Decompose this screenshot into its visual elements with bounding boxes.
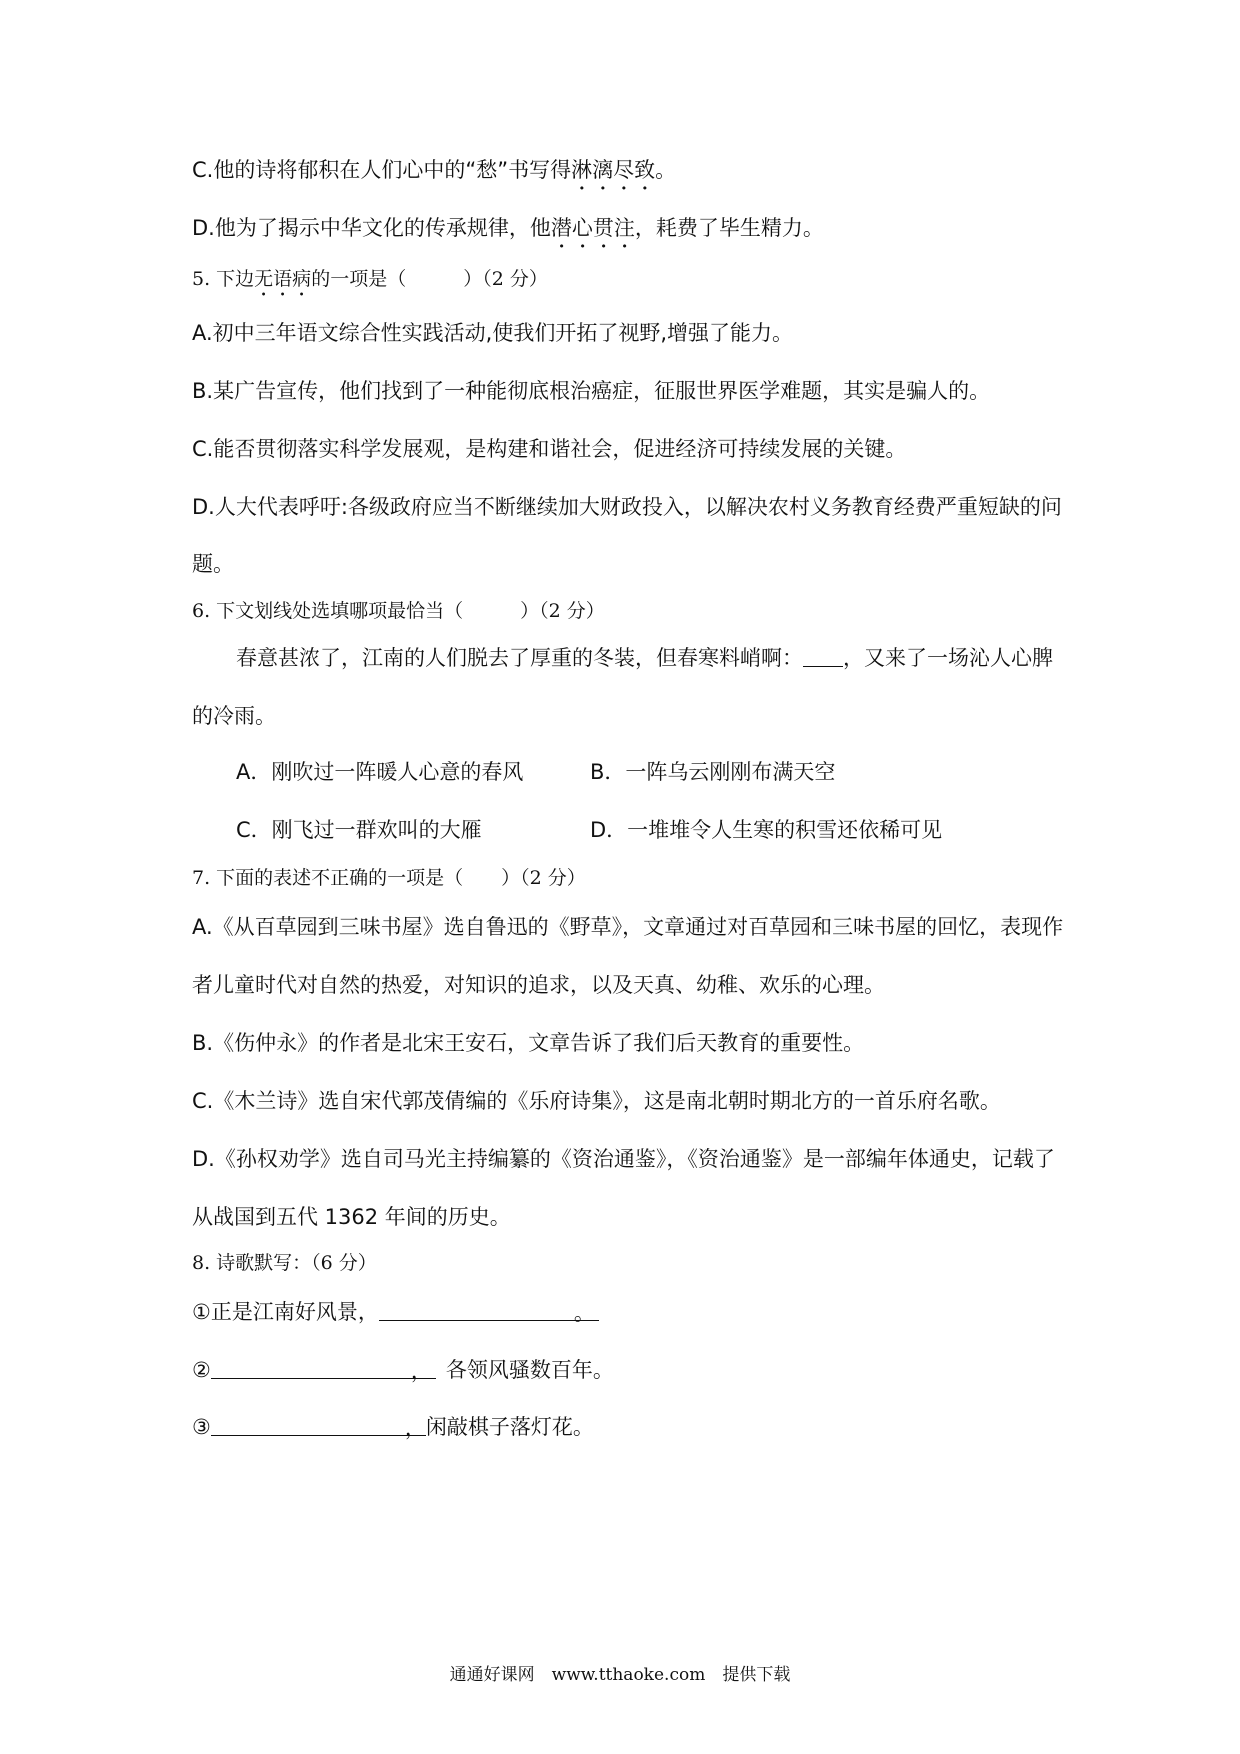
q8-stem: 8. 诗歌默写：（6 分）: [192, 1252, 377, 1274]
q6-passage-blank[interactable]: [803, 644, 843, 667]
q4-option-d-dotted-phrase: 潜心贯注: [550, 216, 635, 240]
q8-item-2-text: 各领风骚数百年。: [445, 1358, 614, 1382]
q6-option-b: B．一阵乌云刚刚布满天空: [590, 760, 836, 784]
q7-option-a-line2: 者儿童时代对自然的热爱，对知识的追求，以及天真、幼稚、欢乐的心理。: [192, 973, 885, 997]
q6-passage-line1: [236, 643, 1053, 673]
q8-item-3-number: ③: [192, 1415, 211, 1439]
q8-item-1-text: ①正是江南好风景，: [192, 1300, 379, 1324]
q5-stem-text: 5. 下边: [192, 268, 255, 290]
q7-option-a-line1: A.《从百草园到三味书屋》选自鲁迅的《野草》，文章通过对百草园和三味书屋的回忆，表现作: [192, 915, 1064, 939]
q8-item-1-end: 。: [573, 1301, 595, 1325]
q6-passage-line2: 的冷雨。: [192, 704, 276, 728]
q7-option-d-line1: D.《孙权劝学》选自司马光主持编纂的《资治通鉴》，《资治通鉴》是一部编年体通史，记载了: [192, 1147, 1055, 1171]
q8-item-2-blank[interactable]: [211, 1356, 436, 1383]
q5-option-d-line1: D.人大代表呼吁:各级政府应当不断继续加大财政投入，以解决农村义务教育经费严重短缺的问: [192, 495, 1062, 519]
q7-option-d-line2: 从战国到五代 1362 年间的历史。: [192, 1205, 511, 1229]
q8-item-1-blank[interactable]: [379, 1298, 599, 1325]
q8-item-2-comma: ，: [410, 1359, 432, 1383]
q4-option-c-end: 。: [655, 158, 677, 182]
q6-stem: 6. 下文划线处选填哪项最恰当（ ）（2 分）: [192, 600, 605, 622]
q6-option-d: D．一堆堆令人生寒的积雪还依稀可见: [590, 818, 943, 842]
q8-item-3-text: 闲敲棋子落灯花。: [425, 1415, 594, 1439]
q8-item-1: [192, 1297, 599, 1327]
q4-option-d-end: ，耗费了毕生精力。: [634, 216, 824, 240]
q8-item-2-number: ②: [192, 1358, 211, 1382]
q6-option-a: A．刚吹过一阵暖人心意的春风: [236, 760, 524, 784]
q8-item-2: [192, 1355, 614, 1385]
q4-option-c-dotted-phrase: 淋漓尽致: [571, 158, 656, 182]
q7-option-b: B.《伤仲永》的作者是北宋王安石，文章告诉了我们后天教育的重要性。: [192, 1031, 865, 1055]
q5-option-a: A.初中三年语文综合性实践活动,使我们开拓了视野,增强了能力。: [192, 321, 794, 345]
q8-item-3-comma: ，: [404, 1416, 426, 1440]
q5-stem-end: 的一项是（ ）（2 分）: [311, 268, 548, 290]
q5-option-d-line2: 题。: [192, 552, 234, 576]
q6-option-c: C．刚飞过一群欢叫的大雁: [236, 818, 482, 842]
q5-option-b: B.某广告宣传，他们找到了一种能彻底根治癌症，征服世界医学难题，其实是骗人的。: [192, 379, 991, 403]
q4-option-d: [192, 213, 824, 253]
q5-stem-dotted-phrase: 无语病: [254, 268, 312, 290]
page-footer: 通通好课网 www.tthaoke.com 提供下载: [449, 1665, 791, 1685]
q6-passage-continued: ，又来了一场沁人心脾: [843, 646, 1053, 670]
q6-passage-text: 春意甚浓了，江南的人们脱去了厚重的冬装，但春寒料峭啊：: [236, 646, 803, 670]
q8-item-3: [192, 1412, 594, 1442]
q7-stem: 7. 下面的表述不正确的一项是（ ）（2 分）: [192, 867, 586, 889]
q7-option-c: C.《木兰诗》选自宋代郭茂倩编的《乐府诗集》，这是南北朝时期北方的一首乐府名歌。: [192, 1089, 1001, 1113]
q4-option-c: [192, 155, 676, 195]
q5-stem: [192, 264, 548, 301]
q4-option-c-text: C.他的诗将郁积在人们心中的“愁”书写得: [192, 158, 572, 182]
q4-option-d-text: D.他为了揭示中华文化的传承规律，他: [192, 216, 551, 240]
q8-item-3-blank[interactable]: [211, 1413, 426, 1440]
q5-option-c: C.能否贯彻落实科学发展观，是构建和谐社会，促进经济可持续发展的关键。: [192, 437, 907, 461]
